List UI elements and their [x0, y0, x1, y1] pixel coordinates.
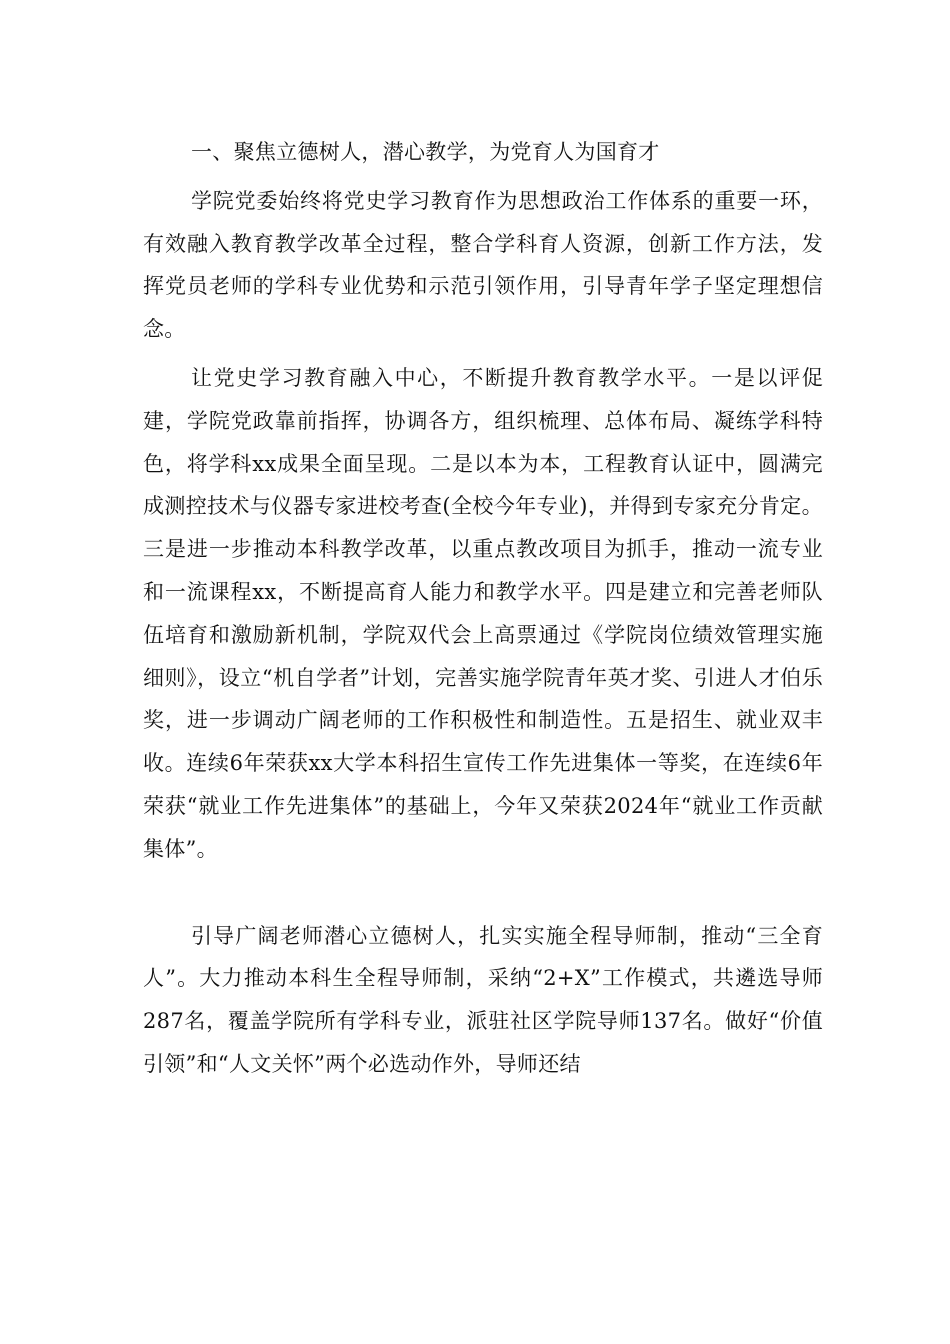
- paragraph-spacer: [143, 877, 823, 915]
- section-heading: 一、聚焦立德树人，潜心教学，为党育人为国育才: [191, 140, 660, 164]
- document-body: [143, 131, 823, 1092]
- paragraph-1: 学院党委始终将党史学习教育作为思想政治工作体系的重要一环，有效融入教育教学改革全过程，整合学科育人资源，创新工作方法，发挥党员老师的学科专业优势和示范引领作用，引导青年学子坚定理想信念。: [143, 188, 823, 342]
- paragraph-2: 让党史学习教育融入中心，不断提升教育教学水平。一是以评促建，学院党政靠前指挥，协调各方，组织梳理、总体布局、凝练学科特色，将学科xx成果全面呈现。二是以本为本，工程教育认证中，圆满完成测控技术与仪器专家进校考查(全校今年专业)，并得到专家充分肯定。三是进一步推动本科教学改革，以重点教改项目为抓手，推动一流专业和一流课程xx，不断提高育人能力和教学水平。四是建立和完善老师队伍培育和激励新机制，学院双代会上高票通过《学院岗位绩效管理实施细则》，设立“机自学者”计划，完善实施学院青年英才奖、引进人才伯乐奖，进一步调动广阔老师的工作积极性和制造性。五是招生、就业双丰收。连续6年荣获xx大学本科招生宣传工作先进集体一等奖，在连续6年荣获“就业工作先进集体”的基础上，今年又荣获2024年“就业工作贡献集体”。: [143, 365, 823, 861]
- paragraph-3: 引导广阔老师潜心立德树人，扎实实施全程导师制，推动“三全育人”。大力推动本科生全程导师制，采纳“2+X”工作模式，共遴选导师287名，覆盖学院所有学科专业，派驻社区学院导师137名。做好“价值引领”和“人文关怀”两个必选动作外，导师还结: [143, 923, 823, 1076]
